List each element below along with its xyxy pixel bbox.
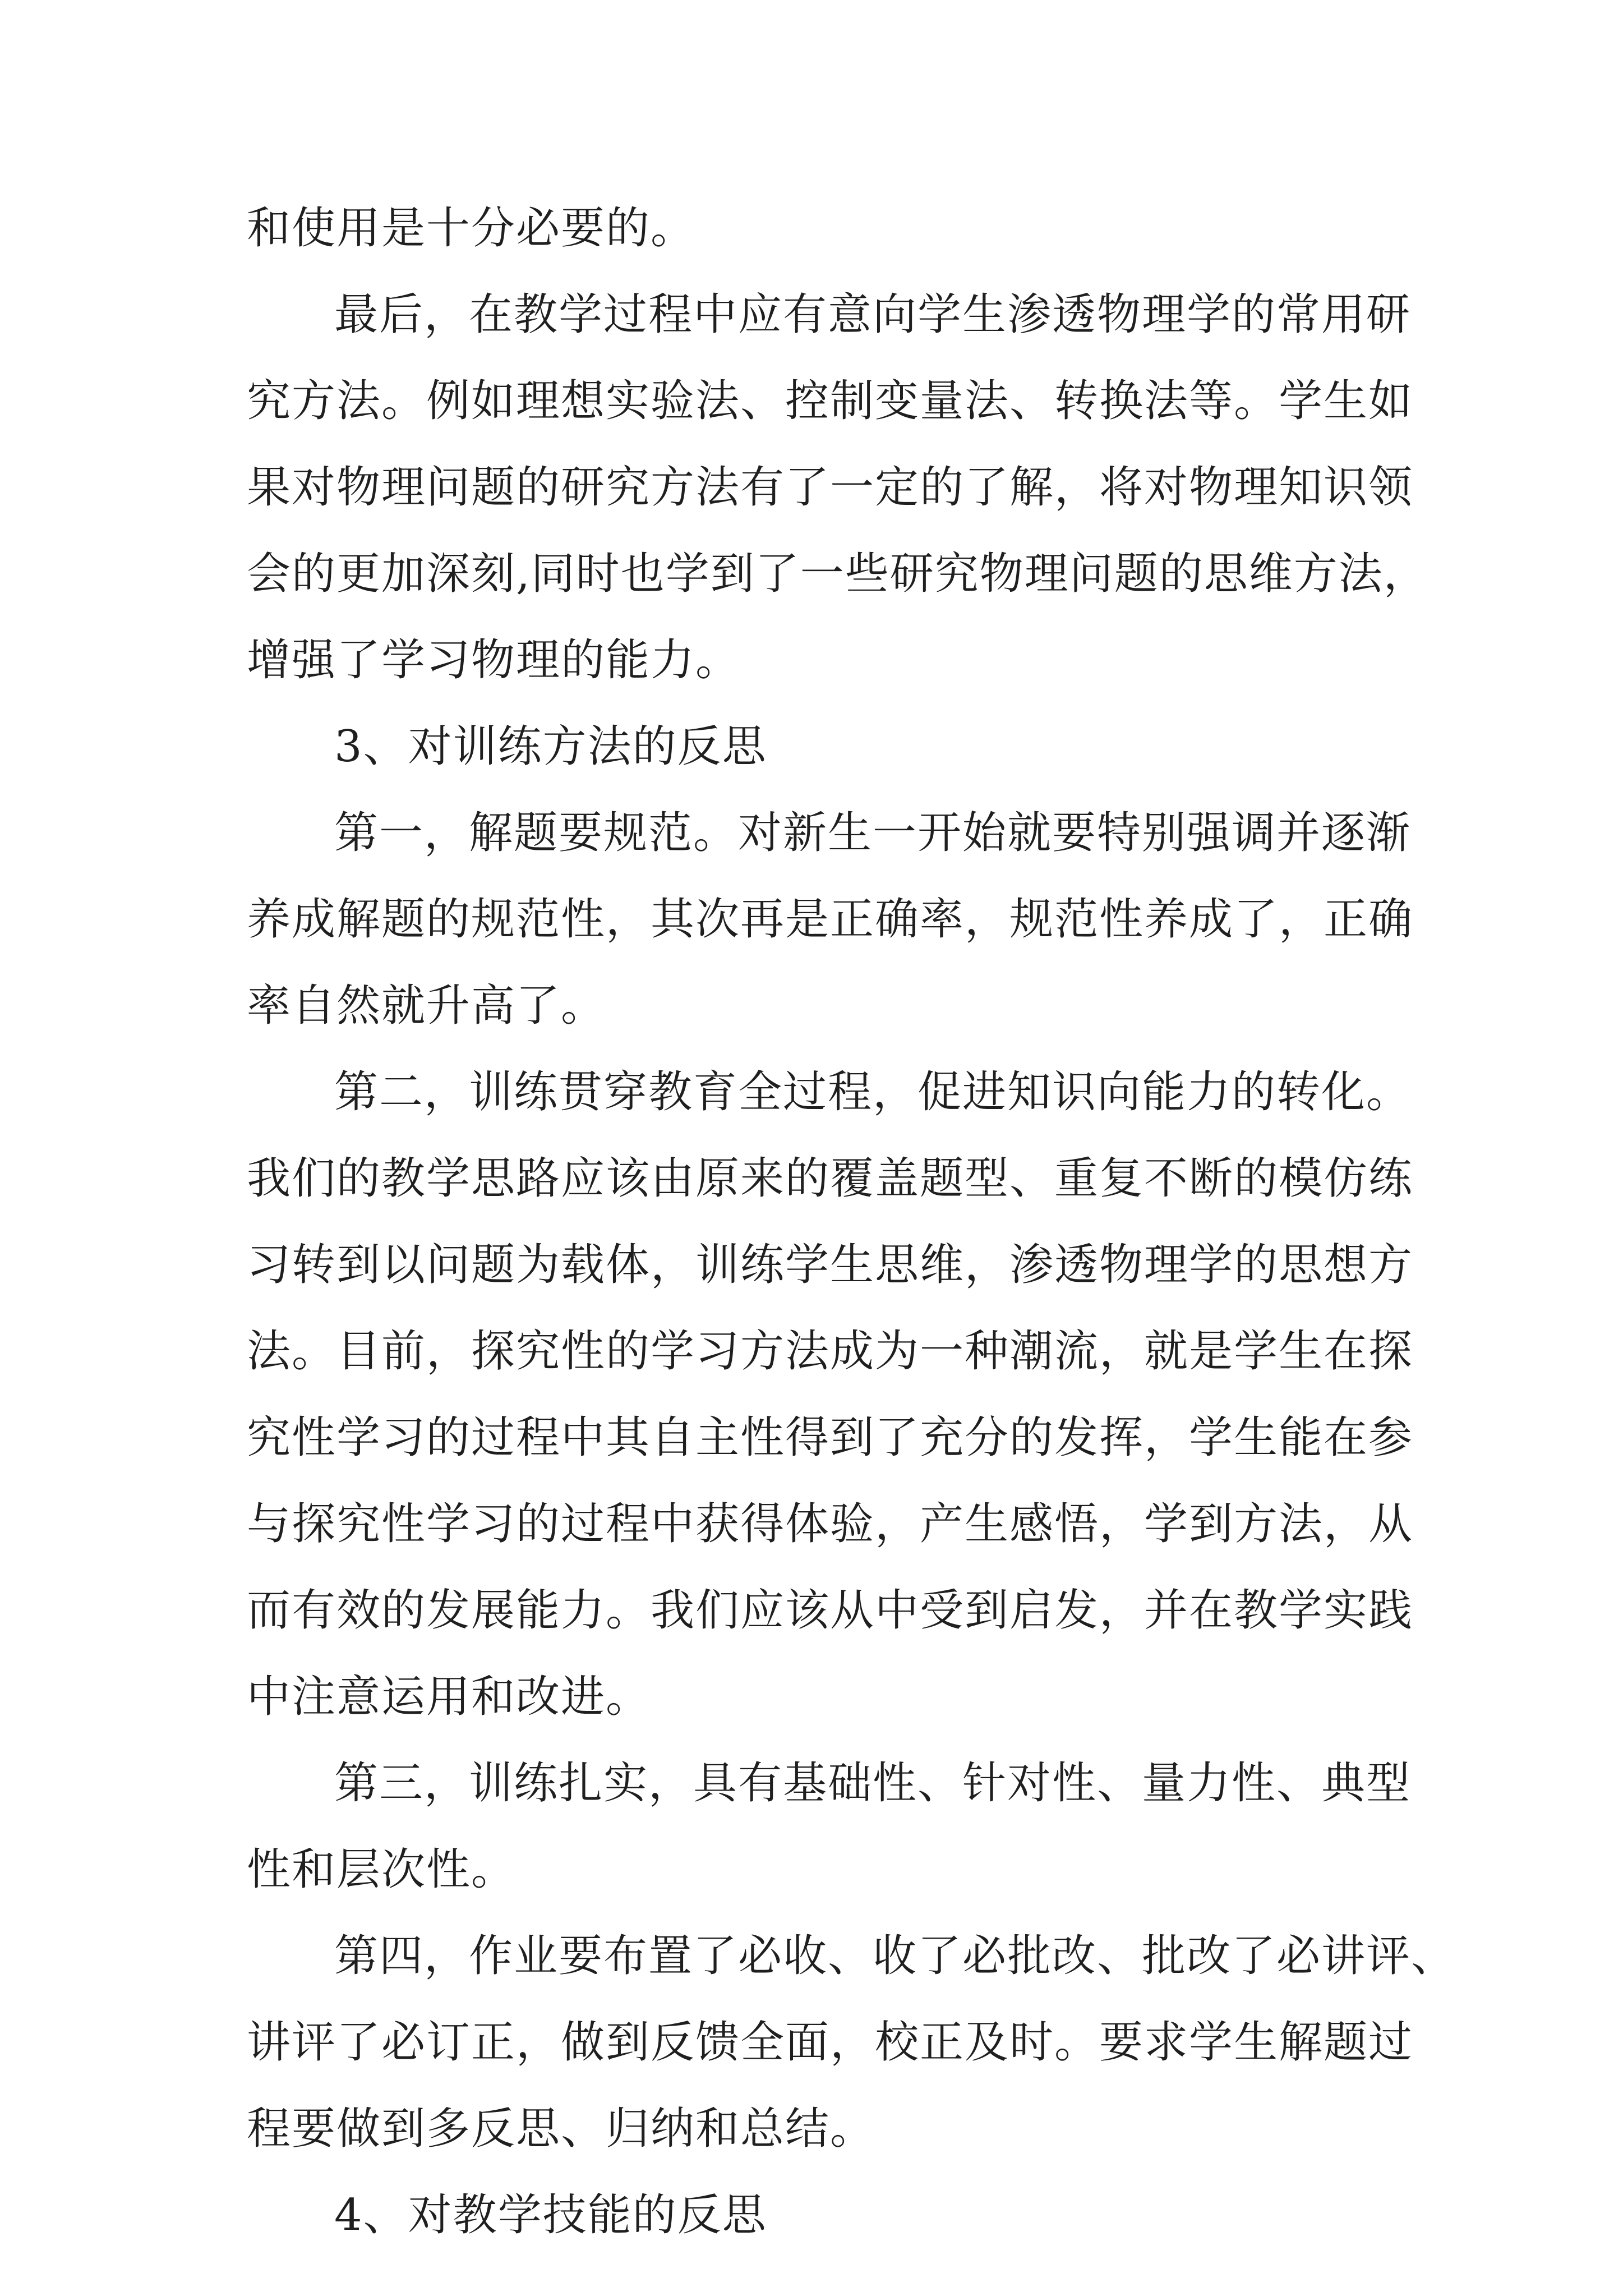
document-body (247, 185, 1456, 2258)
text-line: 会的更加深刻,同时也学到了一些研究物理问题的思维方法， (247, 549, 1428, 599)
text-line: 中注意运用和改进。 (247, 1672, 651, 1722)
text-line: 而有效的发展能力。我们应该从中受到启发，并在教学实践 (247, 1585, 1414, 1636)
text-line: 性和层次性。 (247, 1844, 517, 1895)
text-line: 最后，在教学过程中应有意向学生渗透物理学的常用研 (334, 289, 1412, 340)
text-line: 我们的教学思路应该由原来的覆盖题型、重复不断的模仿练 (247, 1153, 1414, 1204)
text-line: 讲评了必订正，做到反馈全面，校正及时。要求学生解题过 (247, 2017, 1414, 2068)
text-line: 率自然就升高了。 (247, 981, 606, 1031)
text-line: 究性学习的过程中其自主性得到了充分的发挥，学生能在参 (247, 1412, 1414, 1463)
text-line: 果对物理问题的研究方法有了一定的了解，将对物理知识领 (247, 462, 1414, 513)
text-line: 第三，训练扎实，具有基础性、针对性、量力性、典型 (334, 1758, 1412, 1809)
section-heading: 3、对训练方法的反思 (334, 721, 767, 772)
text-line: 与探究性学习的过程中获得体验，产生感悟，学到方法，从 (247, 1499, 1414, 1549)
text-line: 增强了学习物理的能力。 (247, 635, 741, 685)
text-line: 养成解题的规范性，其次再是正确率，规范性养成了，正确 (247, 894, 1414, 945)
text-line: 究方法。例如理想实验法、控制变量法、转换法等。学生如 (247, 376, 1414, 426)
text-line: 习转到以问题为载体，训练学生思维，渗透物理学的思想方 (247, 1240, 1414, 1290)
text-line: 第二，训练贯穿教育全过程，促进知识向能力的转化。 (334, 1067, 1412, 1117)
text-line: 第四，作业要布置了必收、收了必批改、批改了必讲评、 (334, 1931, 1456, 1981)
text-line: 法。目前，探究性的学习方法成为一种潮流，就是学生在探 (247, 1326, 1414, 1377)
text-line: 第一，解题要规范。对新生一开始就要特别强调并逐渐 (334, 808, 1412, 858)
text-line: 和使用是十分必要的。 (247, 203, 696, 254)
section-heading: 4、对教学技能的反思 (334, 2190, 767, 2240)
text-line: 程要做到多反思、归纳和总结。 (247, 2104, 875, 2154)
